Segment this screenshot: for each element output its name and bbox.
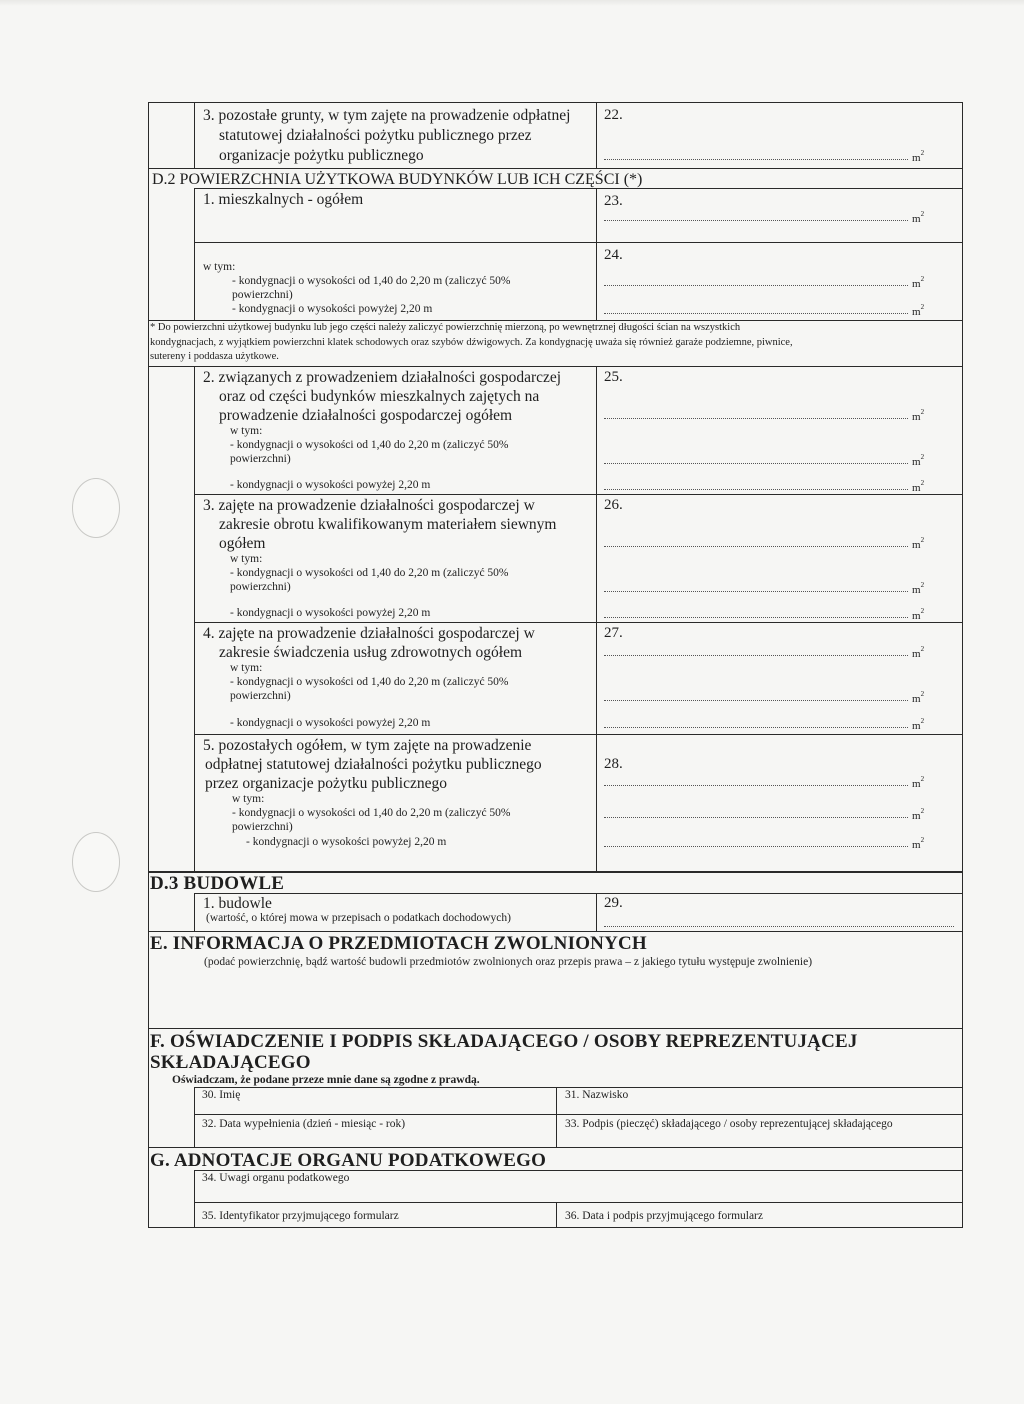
left-margin-line [194,1087,195,1147]
row-separator [148,366,963,367]
field-26-unit: $m^2$ [912,536,925,551]
row-separator [148,320,963,321]
row-separator [194,242,963,243]
page-edge [0,0,1024,6]
field-25-input-a[interactable] [604,463,908,464]
value-column-line [596,366,597,872]
field-25-input-b[interactable] [604,489,908,490]
field-25-label: 25. [604,369,623,385]
d2-item3-sub1a: - kondygnacji o wysokości od 1,40 do 2,20 m (zaliczyć 50% [230,567,509,579]
row-separator [194,494,963,495]
row-separator [194,893,963,894]
field-28-input[interactable] [604,785,908,786]
field-24-input-a[interactable] [604,285,908,286]
d2-wtym-label: w tym: [203,261,236,273]
field-36-label: 36. Data i podpis przyjmującego formularz [565,1210,763,1222]
d2-item3-sub1b: powierzchni) [230,581,291,593]
field-22-unit: $m^2$ [912,149,925,164]
d2-item4-sub1b: powierzchni) [230,690,291,702]
footnote-line3: sutereny i poddasza użytkowe. [150,351,279,362]
d2-item2-sub1b: powierzchni) [230,453,291,465]
field-26-unit-b: $m^2$ [912,607,925,622]
field-26-input-b[interactable] [604,617,908,618]
row-separator [194,734,963,735]
row-separator [148,1147,963,1148]
field-24-input-b[interactable] [604,313,908,314]
d2-item1-label: 1. mieszkalnych - ogółem [203,191,364,208]
e-note: (podać powierzchnię, bądź wartość budowli przedmiotów zwolnionych oraz przepis prawa – z jakiego tytułu występuje zwolnienie) [204,956,813,968]
field-27-unit-a: $m^2$ [912,690,925,705]
d2-item2-sub2: - kondygnacji o wysokości powyżej 2,20 m [230,479,431,491]
field-22-label: 22. [604,107,623,123]
field-33-label: 33. Podpis (pieczęć) składającego / osoby reprezentującej składającego [565,1118,893,1130]
field-28-input-b[interactable] [604,846,908,847]
d2-item5-line3: przez organizacje pożytku publicznego [205,775,448,792]
field-33-signature-input[interactable] [558,1115,961,1146]
d2-item5-wtym: w tym: [232,793,265,805]
d2-item5-line1: 5. pozostałych ogółem, w tym zajęte na prowadzenie [203,737,532,754]
left-margin-line [194,102,195,168]
d2-item4-sub2: - kondygnacji o wysokości powyżej 2,20 m [230,717,431,729]
field-23-label: 23. [604,193,623,209]
field-24-unit-a: $m^2$ [912,275,925,290]
d2-title: D.2 POWIERZCHNIA UŻYTKOWA BUDYNKÓW LUB ICH CZĘŚCI (*) [152,171,643,188]
field-26-input[interactable] [604,546,908,547]
footnote-line1: * Do powierzchni użytkowej budynku lub jego części należy zaliczyć powierzchnię mierzoną, po wewnętrznej długości ścian na wszystkich [150,322,741,333]
field-27-unit: $m^2$ [912,645,925,660]
d2-item2-line3: prowadzenie działalności gospodarczej ogółem [219,407,513,424]
field-25-input[interactable] [604,418,908,419]
d1-item3-line3: organizacje pożytku publicznego [219,147,424,164]
field-25-unit-b: $m^2$ [912,479,925,494]
d2-item5-sub1b: powierzchni) [232,821,293,833]
d2-item2-line1: 2. związanych z prowadzeniem działalności gospodarczej [203,369,562,386]
field-26-unit-a: $m^2$ [912,581,925,596]
column-line [556,1202,557,1228]
field-30-first-name-input[interactable] [196,1088,554,1113]
d2-wtym-line1: - kondygnacji o wysokości od 1,40 do 2,20 m (zaliczyć 50% [232,275,511,287]
row-separator [148,168,963,169]
d2-wtym-line3: - kondygnacji o wysokości powyżej 2,20 m [232,303,433,315]
value-column-line [596,102,597,168]
field-23-input[interactable] [604,220,908,221]
field-28-unit-a: $m^2$ [912,807,925,822]
field-27-unit-b: $m^2$ [912,717,925,732]
field-26-input-a[interactable] [604,591,908,592]
field-30-label: 30. Imię [202,1089,241,1101]
field-32-label: 32. Data wypełnienia (dzień - miesiąc - rok) [202,1118,406,1130]
footnote-line2: kondygnacjach, z wyjątkiem powierzchni klatek schodowych oraz szybów dźwigowych. Za kondygnację uważa się również garaże podziemne, piwnice, [150,337,793,348]
field-25-unit: $m^2$ [912,408,925,423]
field-27-input[interactable] [604,655,908,656]
left-margin-line [194,366,195,872]
f-title-line1: F. OŚWIADCZENIE I PODPIS SKŁADAJĄCEGO / OSOBY REPREZENTUJĄCEJ [150,1031,858,1052]
row-separator [194,188,963,189]
field-25-unit-a: $m^2$ [912,453,925,468]
field-27-input-a[interactable] [604,700,908,701]
d2-item4-line1: 4. zajęte na prowadzenie działalności gospodarczej w [203,625,535,642]
d2-item5-sub2: - kondygnacji o wysokości powyżej 2,20 m [246,836,447,848]
row-separator [148,931,963,932]
d2-item2-line2: oraz od części budynków mieszkalnych zajętych na [219,388,540,405]
field-31-last-name-input[interactable] [558,1088,961,1113]
field-27-input-b[interactable] [604,727,908,728]
field-28-unit-b: $m^2$ [912,836,925,851]
d2-item3-line2: zakresie obrotu kwalifikowanym materiałem siewnym [219,516,557,533]
field-34-remarks-input[interactable] [196,1171,961,1201]
field-32-date-input[interactable] [196,1115,554,1146]
field-29-label: 29. [604,895,623,911]
d2-item4-line2: zakresie świadczenia usług zdrowotnych ogółem [219,644,523,661]
field-28-unit: $m^2$ [912,775,925,790]
d2-item4-sub1a: - kondygnacji o wysokości od 1,40 do 2,20 m (zaliczyć 50% [230,676,509,688]
field-22-input[interactable] [604,159,908,160]
left-margin-line [194,188,195,320]
d3-title: D.3 BUDOWLE [150,873,285,894]
d2-item4-wtym: w tym: [230,662,263,674]
f-declaration: Oświadczam, że podane przeze mnie dane są zgodne z prawdą. [172,1074,480,1086]
d2-item3-line1: 3. zajęte na prowadzenie działalności gospodarczej w [203,497,535,514]
d2-item2-sub1a: - kondygnacji o wysokości od 1,40 do 2,20 m (zaliczyć 50% [230,439,509,451]
field-34-label: 34. Uwagi organu podatkowego [202,1172,350,1184]
field-23-unit: $m^2$ [912,210,925,225]
d3-item1-label: 1. budowle [203,895,272,912]
field-26-label: 26. [604,497,623,513]
d2-item5-sub1a: - kondygnacji o wysokości od 1,40 do 2,20 m (zaliczyć 50% [232,807,511,819]
field-31-label: 31. Nazwisko [565,1089,629,1101]
d2-item2-wtym: w tym: [230,425,263,437]
e-title: E. INFORMACJA O PRZEDMIOTACH ZWOLNIONYCH [150,933,647,954]
left-margin-line [194,1170,195,1228]
f-title-line2: SKŁADAJĄCEGO [150,1052,311,1073]
value-column-line [596,893,597,931]
left-margin-line [194,893,195,931]
d1-item3-line2: statutowej działalności pożytku publicznego przez [219,127,532,144]
punch-hole-top [72,478,120,538]
d1-item3-line1: 3. pozostałe grunty, w tym zajęte na prowadzenie odpłatnej [203,107,571,124]
field-27-label: 27. [604,625,623,641]
column-line [556,1087,557,1147]
d2-wtym-line2: powierzchni) [232,289,293,301]
field-36-date-signature-input[interactable] [558,1203,961,1227]
field-29-input[interactable] [604,926,954,927]
row-separator [148,1028,963,1029]
field-24-unit-b: $m^2$ [912,303,925,318]
field-24-label: 24. [604,247,623,263]
d3-item1-note: (wartość, o której mowa w przepisach o podatkach dochodowych) [206,912,511,924]
d2-item3-line3: ogółem [219,535,266,552]
value-column-line [596,188,597,320]
field-28-input-a[interactable] [604,817,908,818]
g-title: G. ADNOTACJE ORGANU PODATKOWEGO [150,1150,547,1171]
field-35-identifier-input[interactable] [196,1203,554,1227]
field-28-label: 28. [604,756,623,772]
punch-hole-bottom [72,832,120,892]
d2-item3-sub2: - kondygnacji o wysokości powyżej 2,20 m [230,607,431,619]
d2-item3-wtym: w tym: [230,553,263,565]
row-separator [194,622,963,623]
d2-item5-line2: odpłatnej statutowej działalności pożytku publicznego [205,756,542,773]
field-35-label: 35. Identyfikator przyjmującego formularz [202,1210,399,1222]
